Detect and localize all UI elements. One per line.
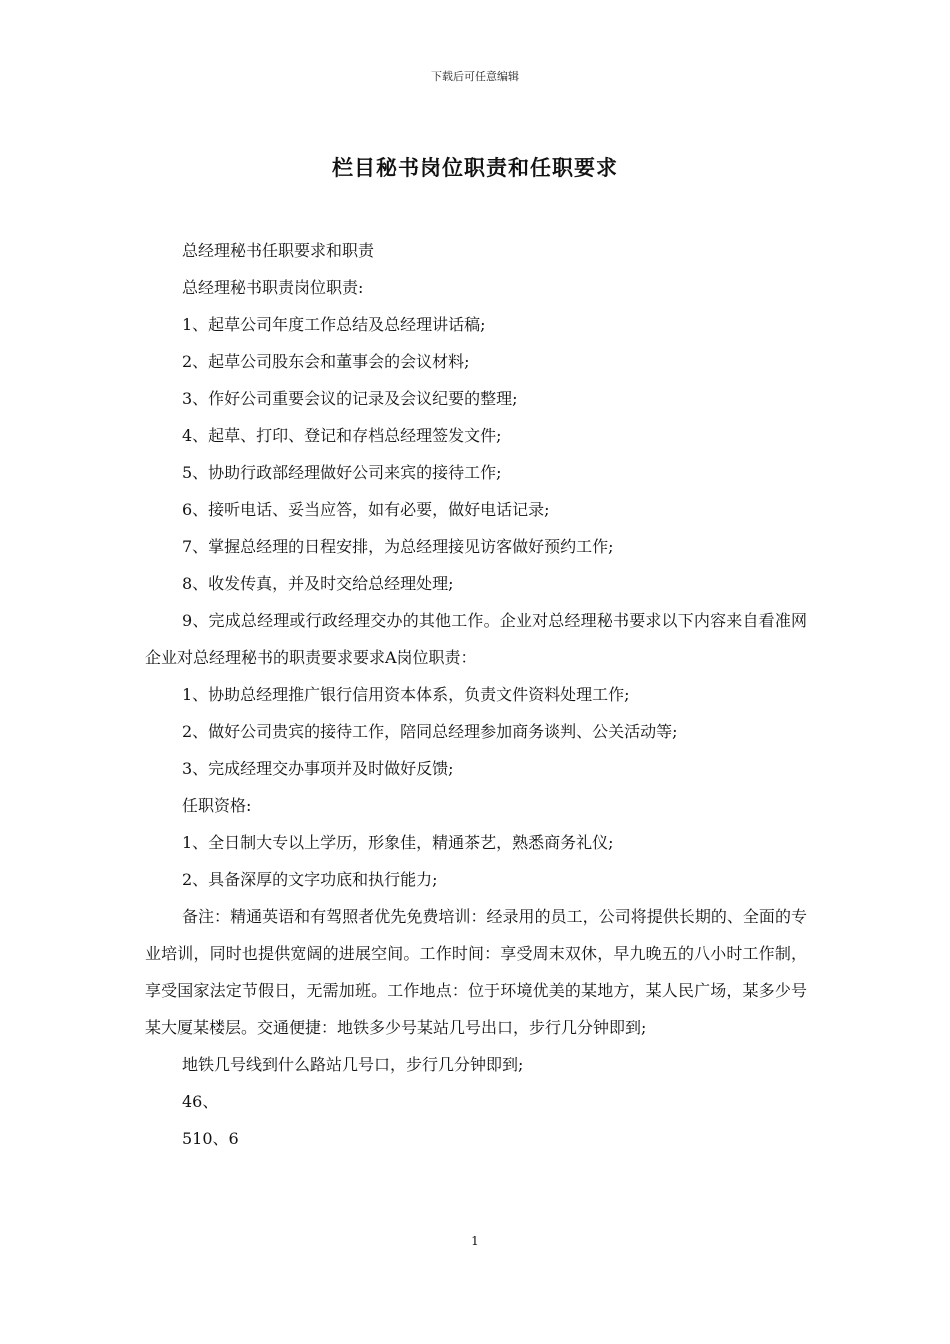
list-item: 7、掌握总经理的日程安排，为总经理接见访客做好预约工作; [182, 537, 614, 556]
paragraph: 备注：精通英语和有驾照者优先免费培训：经录用的员工，公司将提供长期的、全面的专业培训，同时也提供宽阔的进展空间。工作时间：享受周末双休，早九晚五的八小时工作制，享受国家法定节假日，无需加班。工作地点：位于环境优美的某地方，某人民广场，某多少号某大厦某楼层。交通便捷：地铁多少号某站几号出口，步行几分钟即到; [145, 907, 807, 1037]
paragraph: 任职资格: [182, 796, 252, 815]
list-item: 3、作好公司重要会议的记录及会议纪要的整理; [182, 389, 518, 408]
list-item: 9、完成总经理或行政经理交办的其他工作。企业对总经理秘书要求以下内容来自看准网企业对总经理秘书的职责要求要求A岗位职责： [145, 611, 807, 667]
list-item: 1、协助总经理推广银行信用资本体系，负责文件资料处理工作; [182, 685, 630, 704]
list-item: 3、完成经理交办事项并及时做好反馈; [182, 759, 454, 778]
page-number: 1 [471, 1234, 479, 1248]
paragraph: 地铁几号线到什么路站几号口，步行几分钟即到; [182, 1055, 524, 1074]
list-item: 8、收发传真，并及时交给总经理处理; [182, 574, 454, 593]
paragraph: 46、 [182, 1092, 219, 1111]
list-item: 6、接听电话、妥当应答，如有必要，做好电话记录; [182, 500, 550, 519]
paragraph: 总经理秘书任职要求和职责 [182, 241, 375, 260]
paragraph: 总经理秘书职责岗位职责: [182, 278, 364, 297]
list-item: 1、全日制大专以上学历，形象佳，精通茶艺，熟悉商务礼仪; [182, 833, 614, 852]
list-item: 5、协助行政部经理做好公司来宾的接待工作; [182, 463, 502, 482]
paragraph: 510、6 [182, 1129, 239, 1148]
document-body [145, 232, 807, 1157]
list-item: 4、起草、打印、登记和存档总经理签发文件; [182, 426, 502, 445]
list-item: 2、做好公司贵宾的接待工作，陪同总经理参加商务谈判、公关活动等; [182, 722, 678, 741]
list-item: 1、起草公司年度工作总结及总经理讲话稿; [182, 315, 486, 334]
list-item: 2、具备深厚的文字功底和执行能力; [182, 870, 438, 889]
document-title: 栏目秘书岗位职责和任职要求 [332, 156, 618, 180]
header-note: 下载后可任意编辑 [431, 70, 519, 83]
list-item: 2、起草公司股东会和董事会的会议材料; [182, 352, 470, 371]
